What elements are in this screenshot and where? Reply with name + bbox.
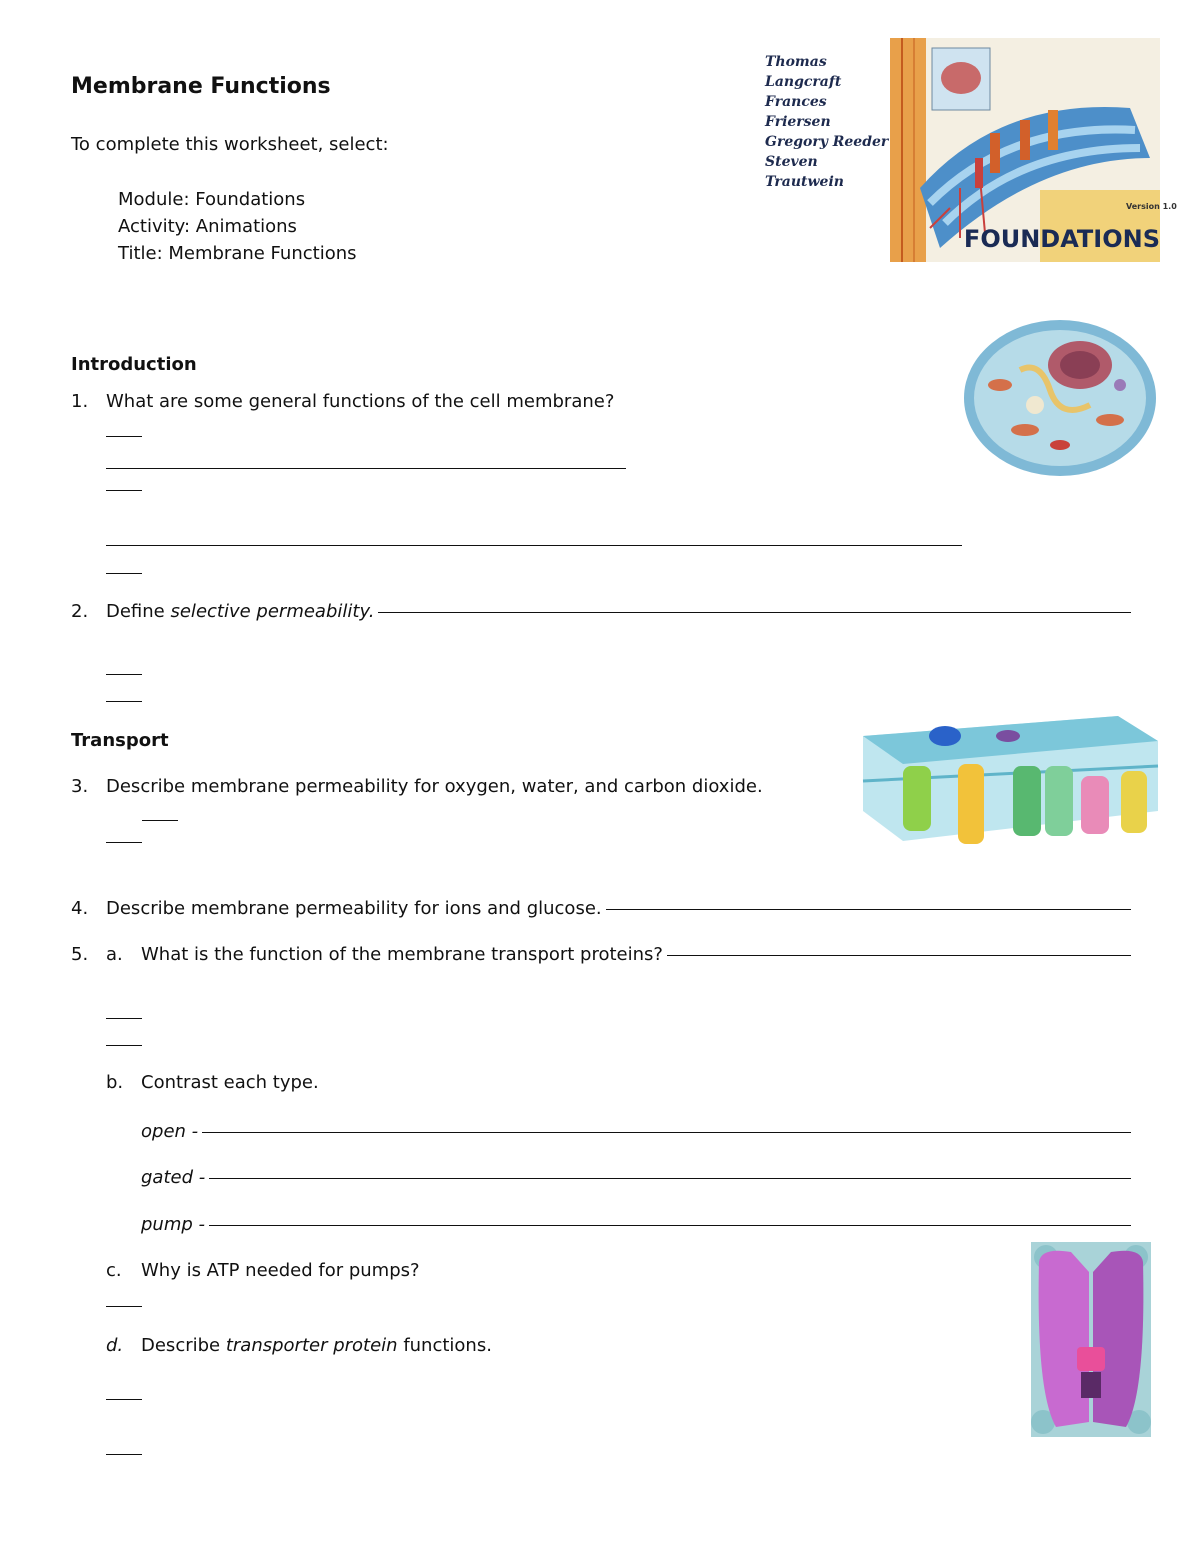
answer-line[interactable]: [106, 1399, 142, 1400]
module-line: Module: Foundations: [118, 189, 306, 210]
answer-line[interactable]: [106, 842, 142, 843]
answer-line[interactable]: [106, 468, 626, 469]
answer-line[interactable]: [106, 1454, 142, 1455]
question-5d-prefix: Describe: [141, 1335, 226, 1356]
pump-row: [141, 1214, 1131, 1235]
instruction-text: To complete this worksheet, select:: [71, 134, 389, 155]
question-letter: b.: [106, 1072, 124, 1093]
question-letter: c.: [106, 1260, 122, 1281]
question-5c: Why is ATP needed for pumps?: [141, 1260, 420, 1281]
cover-author: Frances Friersen: [765, 94, 831, 130]
question-2-prefix: Define: [106, 601, 171, 622]
membrane-proteins-image: [863, 716, 1158, 861]
pump-label: pump -: [141, 1214, 206, 1235]
cover-author: Gregory Reeder: [765, 134, 889, 150]
answer-line[interactable]: [209, 1178, 1131, 1179]
open-row: [141, 1121, 1131, 1142]
question-number: 2.: [71, 601, 89, 622]
question-5d-suffix: functions.: [397, 1335, 492, 1356]
cover-author: Thomas Langcraft: [765, 54, 842, 90]
answer-line[interactable]: [106, 490, 142, 491]
question-2-row: [106, 601, 1131, 622]
question-5a: What is the function of the membrane transport proteins?: [141, 944, 663, 965]
title-line: Title: Membrane Functions: [118, 243, 357, 264]
question-3: Describe membrane permeability for oxygen, water, and carbon dioxide.: [106, 776, 763, 797]
page-title: Membrane Functions: [71, 74, 331, 99]
question-number: 1.: [71, 391, 89, 412]
answer-line[interactable]: [378, 612, 1131, 613]
cover-author: Steven Trautwein: [765, 154, 844, 190]
answer-line[interactable]: [106, 573, 142, 574]
answer-line[interactable]: [209, 1225, 1131, 1226]
answer-line[interactable]: [106, 674, 142, 675]
question-5d: [141, 1335, 492, 1356]
question-4: Describe membrane permeability for ions and glucose.: [106, 898, 602, 919]
gated-label: gated -: [141, 1167, 206, 1188]
answer-line[interactable]: [667, 955, 1131, 956]
membrane-cover-illustration: [890, 38, 1177, 262]
animal-cell-image: [960, 310, 1160, 485]
question-number: 5.: [71, 944, 89, 965]
answer-line[interactable]: [202, 1132, 1131, 1133]
question-5b: Contrast each type.: [141, 1072, 319, 1093]
answer-line[interactable]: [106, 701, 142, 702]
answer-line[interactable]: [106, 545, 962, 546]
question-number: 4.: [71, 898, 89, 919]
question-2-term: selective permeability.: [170, 601, 375, 622]
foundations-cover-image: [765, 38, 1177, 262]
pump-protein-image: [1031, 1242, 1151, 1437]
cover-version: Version 1.0: [1126, 202, 1177, 211]
answer-line[interactable]: [606, 909, 1131, 910]
answer-line[interactable]: [106, 1018, 142, 1019]
question-letter: a.: [106, 944, 123, 965]
question-5a-row: [141, 944, 1131, 965]
question-1: What are some general functions of the cell membrane?: [106, 391, 615, 412]
activity-line: Activity: Animations: [118, 216, 297, 237]
cover-brand: FOUNDATIONS: [963, 225, 1160, 253]
open-label: open -: [141, 1121, 199, 1142]
gated-row: [141, 1167, 1131, 1188]
answer-line[interactable]: [106, 1306, 142, 1307]
answer-line[interactable]: [142, 820, 178, 821]
answer-line[interactable]: [106, 436, 142, 437]
question-letter: d.: [106, 1335, 124, 1356]
answer-line[interactable]: [106, 1045, 142, 1046]
question-5d-term: transporter protein: [225, 1335, 398, 1356]
question-4-row: [106, 898, 1131, 919]
section-heading-transport: Transport: [71, 730, 169, 751]
section-heading-introduction: Introduction: [71, 354, 197, 375]
question-number: 3.: [71, 776, 89, 797]
